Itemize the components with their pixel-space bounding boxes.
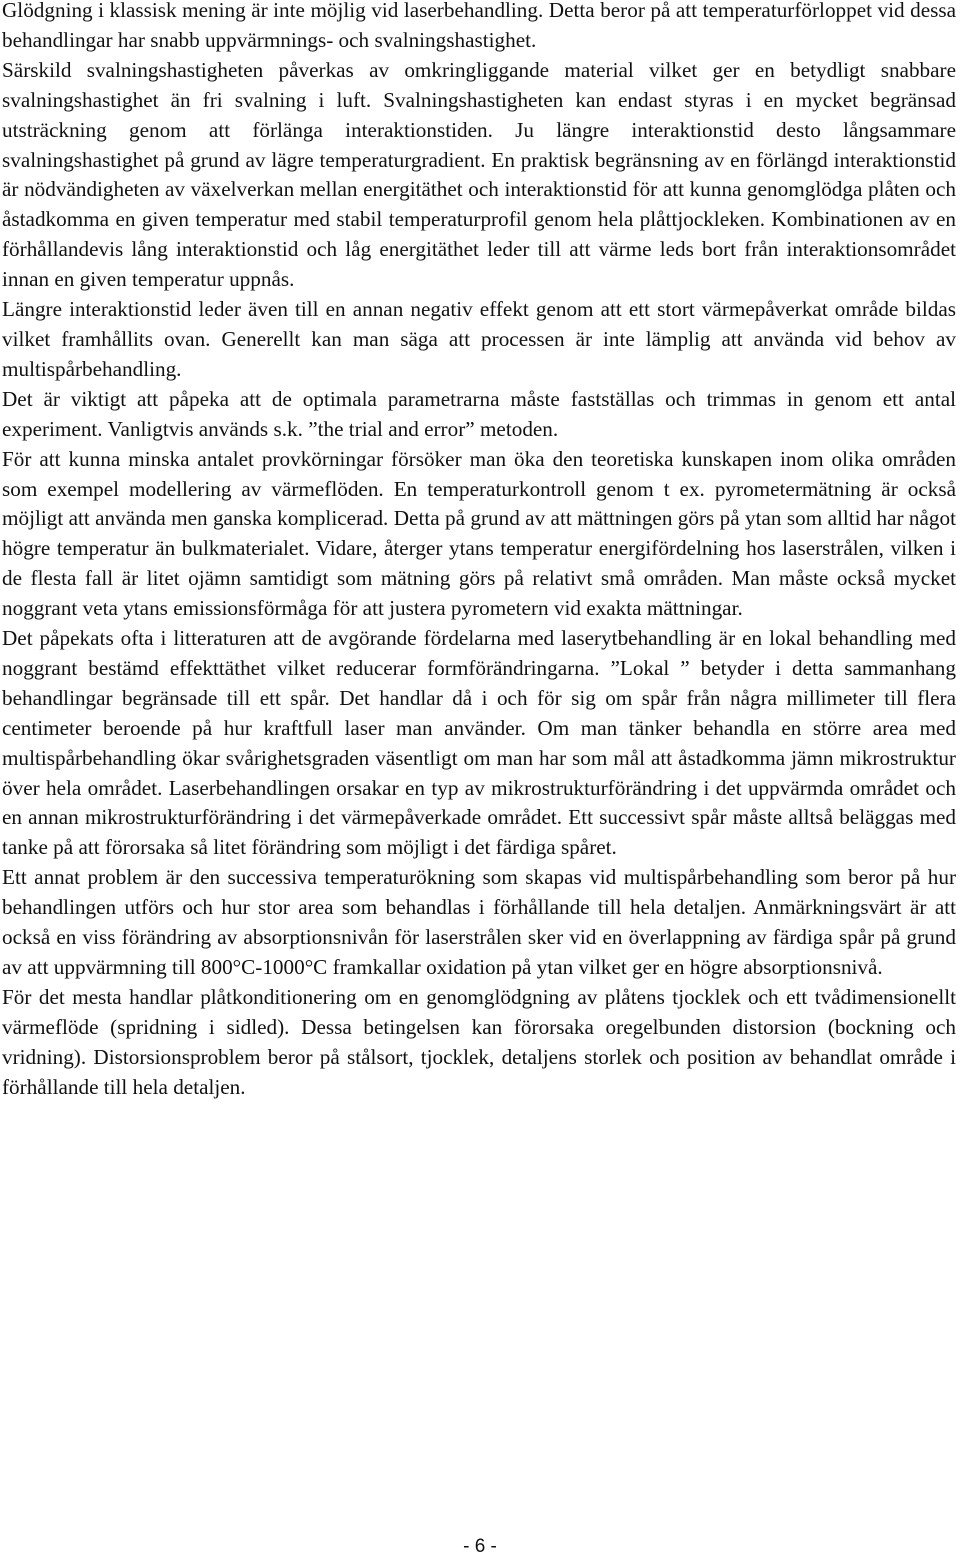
paragraph-local-treatment: Det påpekats ofta i litteraturen att de avgörande fördelarna med laserytbehandling är en lokal behandling med noggrant bestämd effekttäthet vilket reducerar formförändringarna. ”Lokal ” betyder i detta sammanhang behandlingar begränsade till ett spår. Det handlar då i och för sig om spår från några millimeter till flera centimeter beroende på hur kraftfull laser man använder. Om man tänker behandla en större area med multispårbehandling ökar svårighetsgraden väsentligt om man har som mål att åstadkomma jämn mikrostruktur över hela området. Laserbehandlingen orsakar en typ av mikrostrukturförändring i det uppvärmda området och en annan mikrostrukturförändring i det värmepåverkade området. Ett successivt spår måste alltså beläggas med tanke på att förorsaka så litet förändring som möjligt i det färdiga spåret. <box>2 626 956 860</box>
body-text <box>2 0 956 1103</box>
paragraph-multitrack: Ett annat problem är den successiva temperaturökning som skapas vid multispårbehandling som beror på hur behandlingen utförs och hur stor area som behandlas i förhållande till hela detaljen. Anmärkningsvärt är att också en viss förändring av absorptionsnivån för laserstrålen sker vid en överlappning av färdiga spår på grund av att uppvärmning till 800°C-1000°C framkallar oxidation på ytan vilket ger en högre absorptionsnivå. <box>2 865 956 979</box>
paragraph-cooling-rate: Särskild svalningshastigheten påverkas av omkringliggande material vilket ger en betydligt snabbare svalningshastighet än fri svalning i luft. Svalningshastigheten kan endast styras i en mycket begränsad utsträckning genom att förlänga interaktionstiden. Ju längre interaktionstid desto långsammare svalningshastighet på grund av lägre temperaturgradient. En praktisk begränsning av en förlängd interaktionstid är nödvändigheten av växelverkan mellan energitäthet och interaktionstid för att kunna genomglödga plåten och åstadkomma en given temperatur med stabil temperaturprofil genom hela plåttjockleken. Kombinationen av en förhållandevis lång interaktionstid och låg energitäthet leder till att värme leds bort från interaktionsområdet innan en given temperatur uppnås. <box>2 57 956 292</box>
paragraph-temperature-control: För att kunna minska antalet provkörningar försöker man öka den teoretiska kunskapen inom olika områden som exempel modellering av värmeflöden. En temperaturkontroll genom t ex. pyrometermätning är också möjligt att använda men ganska komplicerad. Detta på grund av att mättningen görs på ytan som alltid har något högre temperatur än bulkmaterialet. Vidare, återger ytans temperatur energifördelning hos laserstrålen, vilken i de flesta fall är litet ojämn samtidigt som mätning görs på relativt små områden. Man måste också mycket noggrant veta ytans emissionsförmåga för att justera pyrometern vid exakta mättningar. <box>2 446 956 621</box>
paragraph-annealing: Glödgning i klassisk mening är inte möjlig vid laserbehandling. Detta beror på att temperaturförloppet vid dessa behandlingar har snabb uppvärmnings- och svalningshastighet. <box>2 0 956 52</box>
page-number: - 6 - <box>463 1536 497 1557</box>
paragraph-parameters: Det är viktigt att påpeka att de optimala parametrarna måste fastställas och trimmas in genom ett antal experiment. Vanligtvis används s.k. ”the trial and error” metoden. <box>2 386 956 441</box>
paragraph-distortion: För det mesta handlar plåtkonditionering om en genomglödgning av plåtens tjocklek och ett tvådimensionellt värmeflöde (spridning i sidled). Dessa betingelsen kan förorsaka oregelbunden distorsion (bockning och vridning). Distorsionsproblem beror på stålsort, tjocklek, detaljens storlek och position av behandlat område i förhållande till hela detaljen. <box>2 984 956 1099</box>
paragraph-interaction-time: Längre interaktionstid leder även till en annan negativ effekt genom att ett stort värmepåverkat område bildas vilket framhållits ovan. Generellt kan man säga att processen är inte lämplig att använda vid behov av multispårbehandling. <box>2 297 956 381</box>
